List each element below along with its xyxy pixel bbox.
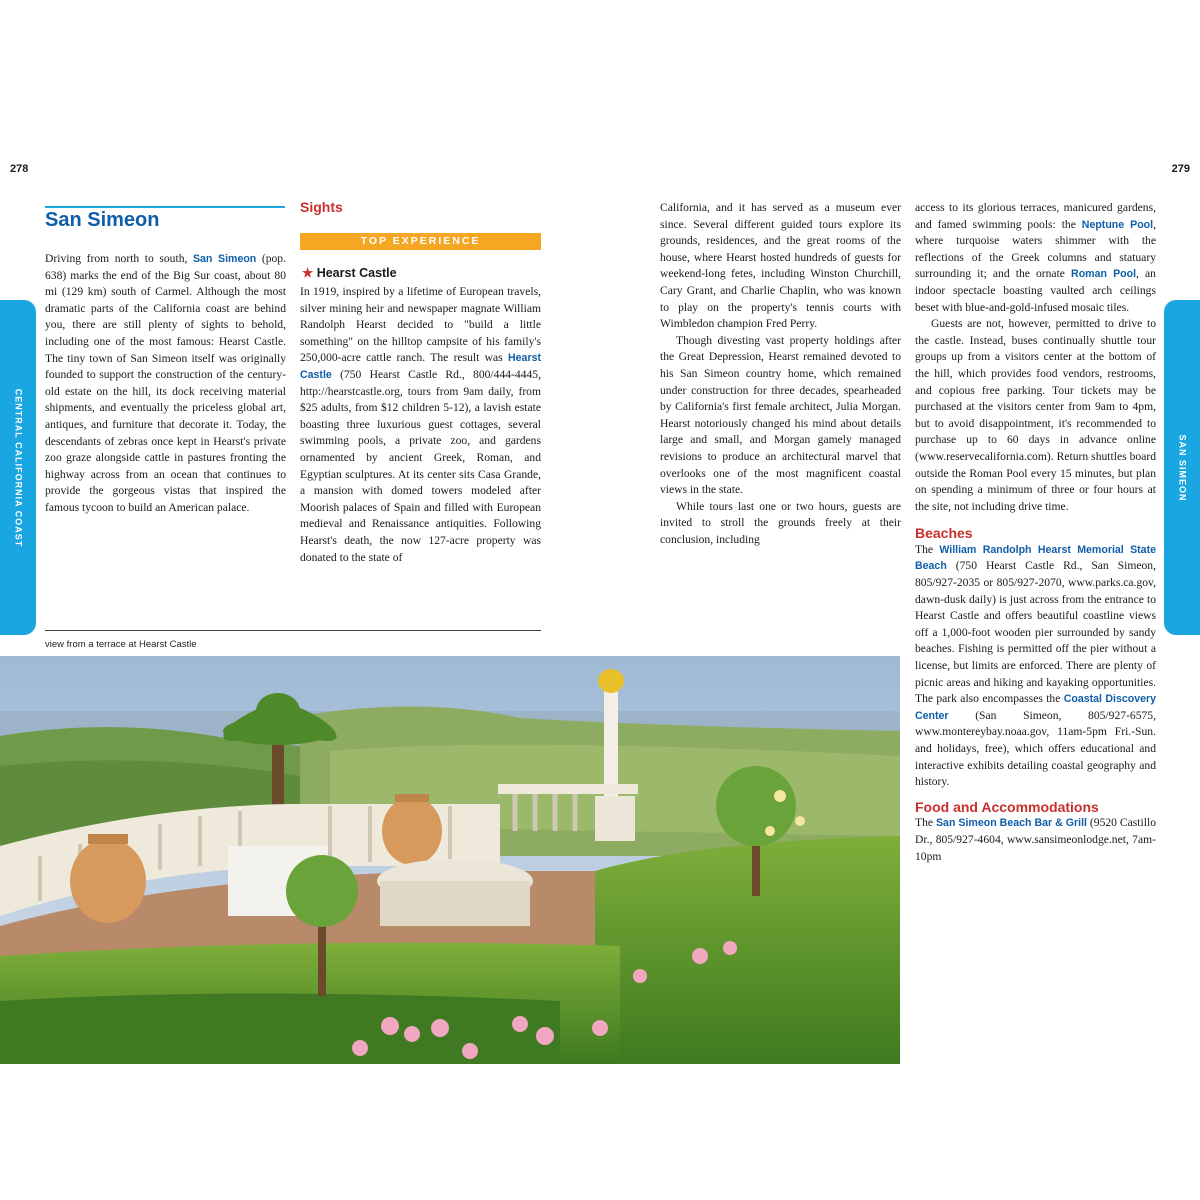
page-number-right: 279 xyxy=(1171,163,1190,175)
body-text: Driving from north to south, xyxy=(45,252,193,265)
body-text: (9520 Castillo Dr., 805/927-4604, www.sansimeonlodge.net, 7am-10pm xyxy=(915,816,1156,863)
paragraph: While tours last one or two hours, guests are invited to stroll the grounds freely at their conclusion, including xyxy=(660,499,901,546)
hearst-castle-heading xyxy=(302,265,397,280)
terrace-photo xyxy=(0,656,900,1064)
section-tab xyxy=(1164,300,1200,635)
hearst-castle-body xyxy=(300,284,541,566)
body-text: , an indoor spectacle boasting vaulted arch ceilings beset with blue-and-gold-infused mosaic tiles. xyxy=(915,267,1156,314)
body-text: (750 Hearst Castle Rd., 800/444-4445, http://hearstcastle.org, tours from 9am daily, from $25 adults, from $12 children 5-12), a lavish estate boasting three luxurious guest cottages, several swimming pools, a private zoo, and gardens ornamented by ancient Greek, Roman, and Egyptian sculptures. At its center sits Casa Grande, a mansion with domed towers modeled after Moorish palaces of Spain and filled with European medieval and Renaissance antiquities. Following Hearst's death, the now 127-acre property was donated to the state of xyxy=(300,367,541,564)
photo-caption: view from a terrace at Hearst Castle xyxy=(45,639,197,650)
hearst-castle-title: Hearst Castle xyxy=(316,266,397,280)
place-link[interactable]: San Simeon Beach Bar & Grill xyxy=(935,817,1087,830)
chapter-tab-label: CENTRAL CALIFORNIA COAST xyxy=(13,388,23,547)
place-link[interactable]: Hearst Castle xyxy=(300,352,541,381)
paragraph: Though divesting vast property holdings after the Great Depression, Hearst remained devoted to his San Simeon country home, which remained under construction for three decades, spearheaded by California's first female architect, Julia Morgan. Hearst notoriously changed his mind about details large and small, and Morgan gamely managed revisions to produce an architectural marvel that overlooks one of the most magnificent coastal views in the state. xyxy=(660,333,901,497)
terrace-photo-illustration xyxy=(0,656,900,1064)
place-link[interactable]: San Simeon xyxy=(192,253,257,265)
place-link[interactable]: Neptune Pool xyxy=(1081,218,1154,231)
sights-heading: Sights xyxy=(300,199,343,215)
body-text: , where turquoise waters shimmer with the reflections of the Greek columns and statuary surrounding it; and the ornate xyxy=(915,217,1156,281)
chapter-tab xyxy=(0,300,36,635)
column-four-body xyxy=(915,200,1156,865)
paragraph: California, and it has served as a museum ever since. Several different guided tours explore its grounds, residences, and the great rooms of the house, where Hearst hosted hundreds of guests for weekend-long fetes, including Winston Churchill, Cary Grant, and Charlie Chaplin, who was known to play on the property's tennis courts with Wimbledon champion Fred Perry. xyxy=(660,201,901,331)
body-text: (San Simeon, 805/927-6575, www.montereybay.noaa.gov, 11am-5pm Fri.-Sun. and holidays, free), which offers educational and interactive exhibits detailing coastal geography and history. xyxy=(915,708,1156,789)
food-heading: Food and Accommodations xyxy=(915,798,1099,815)
place-link[interactable]: William Randolph Hearst Memorial State Beach xyxy=(915,543,1156,573)
body-text: (750 Hearst Castle Rd., San Simeon, 805/927-2035 or 805/927-2070, www.parks.ca.gov, dawn-dusk daily) is just across from the entrance to Hearst Castle and offers beautiful coastline views off a 1,000-foot wooden pier surrounded by sandy beaches. Fishing is permitted off the pier without a license, but limits are enforced. There are plenty of picnic areas and hiking and kayaking opportunities. The park also encompasses the xyxy=(915,559,1156,706)
place-link[interactable]: Roman Pool xyxy=(1071,268,1137,281)
section-tab-label: SAN SIMEON xyxy=(1177,433,1188,502)
san-simeon-body xyxy=(45,251,286,517)
paragraph: Guests are not, however, permitted to drive to the castle. Instead, buses continually shuttle tour groups up from a visitors center at the bottom of the hill, which provides food vendors, restrooms, and copious free parking. Tour tickets may be purchased at the visitors center from 9am to 4pm, but to avoid disappointment, it's recommended to purchase up to 60 days in advance online (www.reservecalifornia.com). Return shuttles board outside the Roman Pool every 15 minutes, but plan on spending a minimum of three or four hours at the site, not including drive time. xyxy=(915,317,1156,513)
page-number-left: 278 xyxy=(10,163,29,175)
body-text: access to its glorious terraces, manicured gardens, and famed swimming pools: the xyxy=(915,201,1156,231)
star-icon: ★ xyxy=(302,266,314,280)
sights-heading-wrap xyxy=(300,199,343,215)
top-experience-badge: TOP EXPERIENCE xyxy=(300,233,541,250)
heading-rule xyxy=(45,206,285,208)
place-link[interactable]: Coastal Discovery Center xyxy=(915,693,1157,722)
body-text: The xyxy=(915,816,936,830)
section-heading-san-simeon: San Simeon xyxy=(45,209,160,231)
body-text: In 1919, inspired by a lifetime of European travels, silver mining heir and newspaper magnate William Randolph Hearst decided to "build a little something" on the hilltop campsite of his family's 250,000-acre cattle ranch. The result was xyxy=(300,285,541,365)
beaches-heading: Beaches xyxy=(915,525,973,542)
body-text: The xyxy=(915,542,940,556)
column-three-body xyxy=(660,200,901,548)
body-text: (pop. 638) marks the end of the Big Sur coast, about 80 mi (129 km) south of Carmel. Although the most dramatic parts of the California coast are behind you, there are still plenty of sights to behold, including one of the most famous: Hearst Castle. The tiny town of San Simeon itself was originally founded to support the construction of the century-old estate on the hill, its dock receiving material shipments, and eventually the priceless global art, antiques, and furniture that decorate it. Today, the descendants of zebras once kept in Hearst's private zoo graze alongside cattle in pastures fronting the highway across from an ocean that continues to provide the gorgeous vistas that inspired the famous tycoon to build an American palace. xyxy=(45,252,286,514)
caption-rule xyxy=(45,630,541,631)
